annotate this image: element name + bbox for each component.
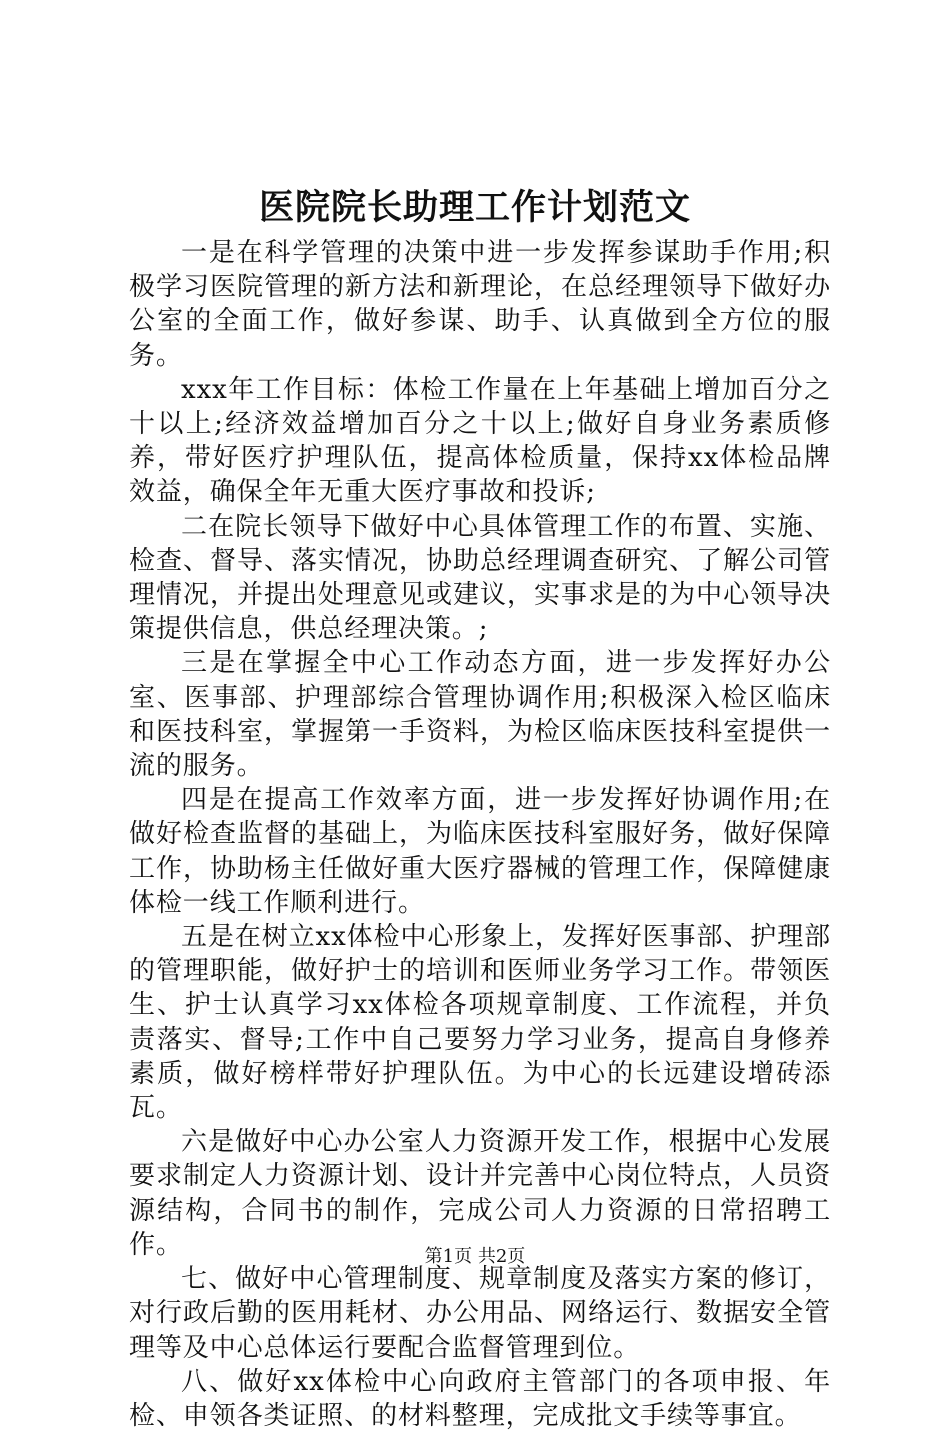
paragraph-2: xxx年工作目标：体检工作量在上年基础上增加百分之十以上;经济效益增加百分之十以上;做好自身业务素质修养，带好医疗护理队伍，提高体检质量，保持xx体检品牌效益，确保全年无重大医疗事故和投诉; [129,374,831,508]
page-number-footer: 第1页 共2页 [424,1246,526,1267]
paragraph-4: 三是在掌握全中心工作动态方面，进一步发挥好办公室、医事部、护理部综合管理协调作用;积极深入检区临床和医技科室，掌握第一手资料，为检区临床医技科室提供一流的服务。 [129,648,831,782]
paragraph-7: 六是做好中心办公室人力资源开发工作，根据中心发展要求制定人力资源计划、设计并完善中心岗位特点，人员资源结构，合同书的制作，完成公司人力资源的日常招聘工作。 [129,1127,831,1260]
paragraph-5: 四是在提高工作效率方面，进一步发挥好协调作用;在做好检查监督的基础上，为临床医技科室服好务，做好保障工作，协助杨主任做好重大医疗器械的管理工作，保障健康体检一线工作顺利进行。 [129,785,831,918]
paragraph-8: 七、做好中心管理制度、规章制度及落实方案的修订，对行政后勤的医用耗材、办公用品、网络运行、数据安全管理等及中心总体运行要配合监督管理到位。 [129,1264,831,1363]
paragraph-6: 五是在树立xx体检中心形象上，发挥好医事部、护理部的管理职能，做好护士的培训和医师业务学习工作。带领医生、护士认真学习xx体检各项规章制度、工作流程，并负责落实、督导;工作中自己要努力学习业务，提高自身修养素质，做好榜样带好护理队伍。为中心的长远建设增砖添瓦。 [129,922,831,1124]
document-title: 医院院长助理工作计划范文 [258,187,691,228]
paragraph-3: 二在院长领导下做好中心具体管理工作的布置、实施、检查、督导、落实情况，协助总经理调查研究、了解公司管理情况，并提出处理意见或建议，实事求是的为中心领导决策提供信息，供总经理决策。; [129,511,831,645]
paragraph-9: 八、做好xx体检中心向政府主管部门的各项申报、年检、申领各类证照、的材料整理，完成批文手续等事宜。 [129,1366,831,1431]
paragraph-1: 一是在科学管理的决策中进一步发挥参谋助手作用;积极学习医院管理的新方法和新理论，在总经理领导下做好办公室的全面工作，做好参谋、助手、认真做到全方位的服务。 [129,238,831,371]
